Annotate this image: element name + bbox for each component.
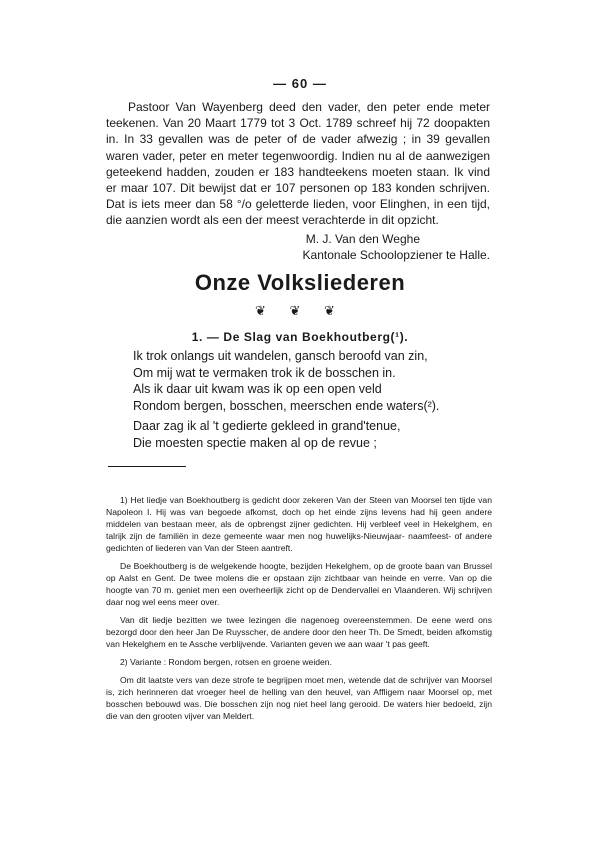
footnote-1: 1) Het liedje van Boekhoutberg is gedicht door zekeren Van der Steen van Moorsel ten tijde van Napoleon I. Hij was van begoede afkomst, doch op het einde zijns levens had hij geen andere middelen van bestaan meer, als de opbrengst zijner gedichten. Hij verbleef veel in Hekelghem, en talrijk zijn de familiën in deze gemeente waar men nog huwelijks-Nieuwjaar- naamfeest- of andere gedichten of liederen van Van der Steen aantreft. [106, 495, 492, 553]
signature-block [106, 231, 490, 263]
verse-line: Als ik daar uit kwam was ik op een open veld [133, 382, 382, 396]
intro-section [106, 99, 490, 229]
stanza-2 [133, 418, 493, 451]
page-number: — 60 — [273, 76, 327, 91]
stanza-1 [133, 348, 493, 414]
footnote-1-location: De Boekhoutberg is de welgekende hoogte, bezijden Hekelghem, op de groote baan van Brussel op Aalst en Gent. De twee molens die er opstaan zijn zichtbaar van heinde en verre. Van op die hoogte van 70 m. geniet men een overheerlijk zicht op de Dendervallei en Vlaanderen. Wij schrijven daar nog wel eens meer over. [106, 561, 492, 607]
verse-line: Rondom bergen, bosschen, meerschen ende waters(²). [133, 398, 440, 413]
footnote-2: 2) Variante : Rondom bergen, rotsen en groene weiden. [120, 657, 332, 667]
signature-name: M. J. Van den Weghe [305, 232, 420, 246]
footnote-divider [108, 466, 186, 467]
footnotes-section [106, 494, 492, 728]
footnote-2-explanation: Om dit laatste vers van deze strofe te begrijpen moet men, wetende dat de schrijver van Moorsel is, zich herinneren dat vroeger heel de helling van den heuvel, van Affligem naar Moorsel op, met bosschen bebouwd was. Die bosschen zijn nog niet heel lang gerooid. De waters hier bedoeld, zijn die van den grooten vijver van Meldert. [106, 675, 492, 721]
intro-paragraph: Pastoor Van Wayenberg deed den vader, den peter ende meter teekenen. Van 20 Maart 1779 tot 3 Oct. 1789 schreef hij 72 doopakten in. In 33 gevallen was de peter of de vader afwezig ; in 39 gevallen waren vader, peter en meter tegenwoordig. Indien nu al de aanwezigen geteekend hadden, zouden er 183 handteekens moeten staan. Ik vind er maar 107. Dit bewijst dat er 107 personen op 183 konden schrijven. Dat is iets meer dan 58 °/o geletterde lieden, voor Elinghen, in een tijd, die aanzien wordt als een der meest verachterde in dit opzicht. [106, 100, 490, 228]
verse-line: Die moesten spectie maken al op de revue ; [133, 435, 377, 450]
verse-line: Ik trok onlangs uit wandelen, gansch beroofd van zin, [133, 349, 428, 363]
verse-line: Om mij wat te vermaken trok ik de bosschen in. [133, 365, 396, 380]
verse-line: Daar zag ik al 't gedierte gekleed in grand'tenue, [133, 419, 401, 433]
section-title: Onze Volksliederen [194, 270, 406, 295]
fleuron-ornaments: ❦ ❦ ❦ [255, 303, 345, 318]
song-title: 1. — De Slag van Boekhoutberg(¹). [191, 330, 409, 344]
signature-title: Kantonale Schoolopziener te Halle. [302, 248, 490, 262]
footnote-1-sources: Van dit liedje bezitten we twee lezingen die nagenoeg overeenstemmen. De eene werd ons bezorgd door den heer Jan De Ruysscher, de andere door den heer Th. De Smedt, beiden afkomstig van Hekelghem en te Assche verblijvende. Varianten geven we aan waar 't pas geeft. [106, 615, 492, 649]
